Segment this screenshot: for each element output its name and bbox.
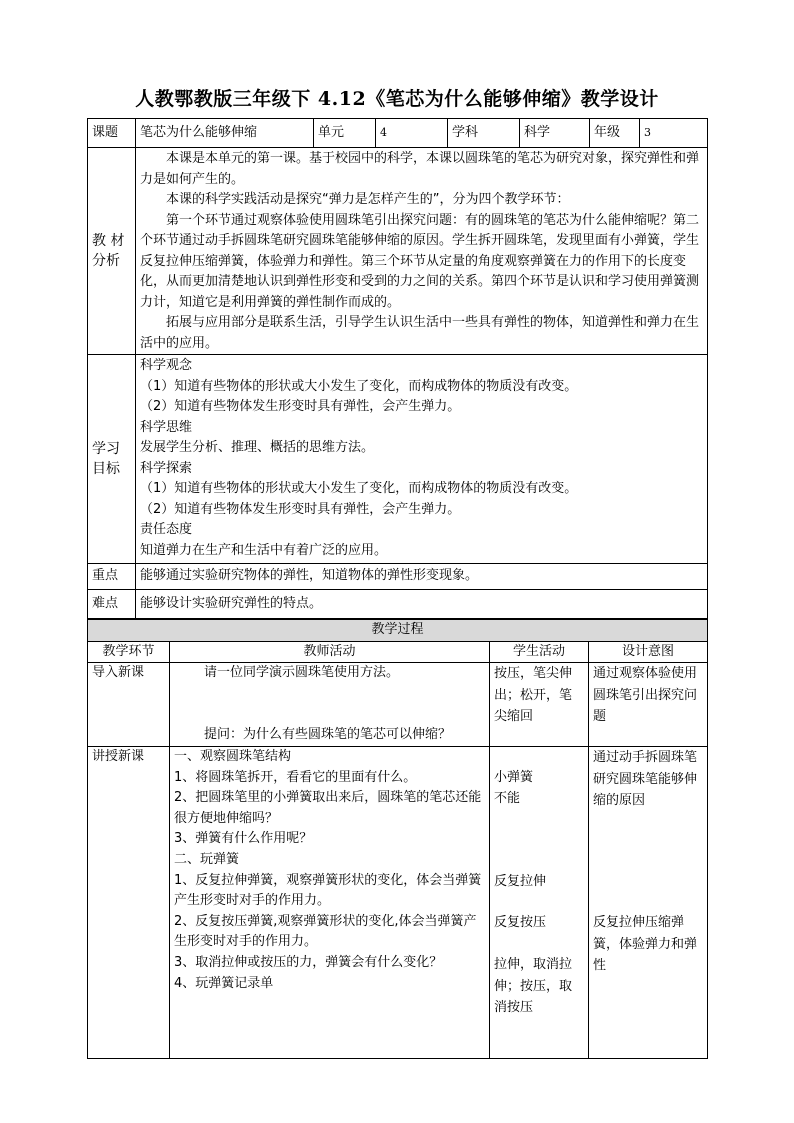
teacher-step: 1、将圆珠笔拆开，看看它的里面有什么。 bbox=[174, 769, 417, 785]
difficulty-value: 能够设计实验研究弹性的特点。 bbox=[136, 590, 708, 619]
goals-line: 科学探索 bbox=[140, 460, 193, 476]
intro-stage: 导入新课 bbox=[88, 663, 170, 747]
goals-line: 责任态度 bbox=[140, 522, 193, 537]
student-activity: 反复拉伸 bbox=[494, 874, 547, 889]
teacher-step: 一、观察圆珠笔结构 bbox=[174, 749, 292, 764]
topic-label: 课题 bbox=[88, 119, 136, 148]
grade-label: 年级 bbox=[590, 119, 640, 148]
analysis-paragraph: 第一个环节通过观察体验使用圆珠笔引出探究问题：有的圆珠笔的笔芯为什么能伸缩呢？第二个环节通过动手拆圆珠笔研究圆珠笔能够伸缩的原因。学生拆开圆珠笔，发现里面有小弹簧，学生反复拉伸压缩弹簧，体验弹力和弹性。第三个环节从定量的角度观察弹簧在力的作用下的长度变化，从而更加清楚地认识到弹性形变和受到的力之间的关系。第四个环节是认识和学习使用弹簧测力计，知道它是利用弹簧的弹性制作而成的。 bbox=[140, 212, 700, 310]
student-activity: 反复按压 bbox=[494, 915, 547, 930]
analysis-label: 教 材 分析 bbox=[88, 148, 136, 355]
student-activity: 拉伸，取消拉伸；按压，取消按压 bbox=[494, 957, 573, 1015]
column-header-teacher: 教师活动 bbox=[170, 641, 490, 663]
teacher-step: 4、玩弹簧记录单 bbox=[174, 975, 274, 991]
intro-student: 按压，笔尖伸出；松开，笔尖缩回 bbox=[490, 663, 589, 747]
lecture-student bbox=[490, 747, 589, 1059]
topic-value: 笔芯为什么能够伸缩 bbox=[136, 119, 314, 148]
goals-content bbox=[136, 355, 708, 564]
student-activity: 不能 bbox=[494, 791, 521, 806]
column-header-student: 学生活动 bbox=[490, 641, 589, 663]
process-header: 教学过程 bbox=[88, 620, 708, 642]
goals-line: （1）知道有些物体的形状或大小发生了变化，而构成物体的物质没有改变。 bbox=[140, 378, 578, 394]
goals-line: （2）知道有些物体发生形变时具有弹性，会产生弹力。 bbox=[140, 399, 461, 414]
lecture-intent bbox=[589, 747, 708, 1059]
unit-label: 单元 bbox=[314, 119, 376, 148]
intro-teacher-question: 提问：为什么有些圆珠笔的笔芯可以伸缩？ bbox=[204, 726, 452, 742]
difficulty-label: 难点 bbox=[88, 590, 136, 619]
teacher-step: 2、反复按压弹簧,观察弹簧形状的变化,体会当弹簧产生形变时对手的作用力。 bbox=[174, 913, 477, 950]
key-label: 重点 bbox=[88, 564, 136, 590]
subject-label: 学科 bbox=[448, 119, 520, 148]
goals-line: 科学观念 bbox=[140, 358, 193, 373]
teacher-step: 3、弹簧有什么作用呢？ bbox=[174, 831, 313, 847]
intro-teacher-line: 请一位同学演示圆珠笔使用方法。 bbox=[204, 665, 400, 680]
lecture-teacher bbox=[170, 747, 490, 1059]
unit-value: 4 bbox=[376, 119, 448, 148]
intent-text: 反复拉伸压缩弹簧，体验弹力和弹性 bbox=[593, 915, 698, 973]
teacher-step: 二、玩弹簧 bbox=[174, 851, 240, 867]
goals-line: （1）知道有些物体的形状或大小发生了变化，而构成物体的物质没有改变。 bbox=[140, 481, 578, 496]
analysis-paragraph: 本课是本单元的第一课。基于校园中的科学，本课以圆珠笔的笔芯为研究对象，探究弹性和弹力是如何产生的。 bbox=[140, 151, 700, 187]
analysis-paragraph: 本课的科学实践活动是探究“弹力是怎样产生的”，分为四个教学环节： bbox=[166, 192, 570, 207]
goals-line: 知道弹力在生产和生活中有着广泛的应用。 bbox=[140, 542, 388, 558]
teacher-step: 2、把圆珠笔里的小弹簧取出来后，圆珠笔的笔芯还能很方便地伸缩吗？ bbox=[174, 790, 482, 826]
grade-value: 3 bbox=[640, 119, 708, 148]
goals-line: 科学思维 bbox=[140, 419, 193, 435]
teacher-step: 1、反复拉伸弹簧，观察弹簧形状的变化，体会当弹簧产生形变时对手的作用力。 bbox=[174, 872, 482, 909]
student-activity: 小弹簧 bbox=[494, 770, 534, 785]
intro-intent: 通过观察体验使用圆珠笔引出探究问题 bbox=[589, 663, 708, 747]
goals-label: 学习 目标 bbox=[88, 355, 136, 564]
document-title: 人教鄂教版三年级下 4.12《笔芯为什么能够伸缩》教学设计 bbox=[135, 88, 659, 110]
goals-line: （2）知道有些物体发生形变时具有弹性，会产生弹力。 bbox=[140, 501, 461, 517]
analysis-paragraph: 拓展与应用部分是联系生活，引导学生认识生活中一些具有弹性的物体，知道弹性和弹力在生活中的应用。 bbox=[140, 315, 700, 351]
key-value: 能够通过实验研究物体的弹性，知道物体的弹性形变现象。 bbox=[136, 564, 708, 590]
intent-text: 通过动手拆圆珠笔研究圆珠笔能够伸缩的原因 bbox=[593, 750, 698, 808]
column-header-intent: 设计意图 bbox=[589, 641, 708, 663]
lesson-info-table bbox=[87, 118, 708, 619]
goals-line: 发展学生分析、推理、概括的思维方法。 bbox=[140, 440, 375, 455]
teacher-step: 3、取消拉伸或按压的力，弹簧会有什么变化？ bbox=[174, 954, 443, 970]
teaching-process-table bbox=[87, 619, 708, 1059]
column-header-stage: 教学环节 bbox=[88, 641, 170, 663]
analysis-content bbox=[136, 148, 708, 355]
intro-teacher bbox=[170, 663, 490, 747]
lecture-stage: 讲授新课 bbox=[88, 747, 170, 1059]
subject-value: 科学 bbox=[520, 119, 590, 148]
